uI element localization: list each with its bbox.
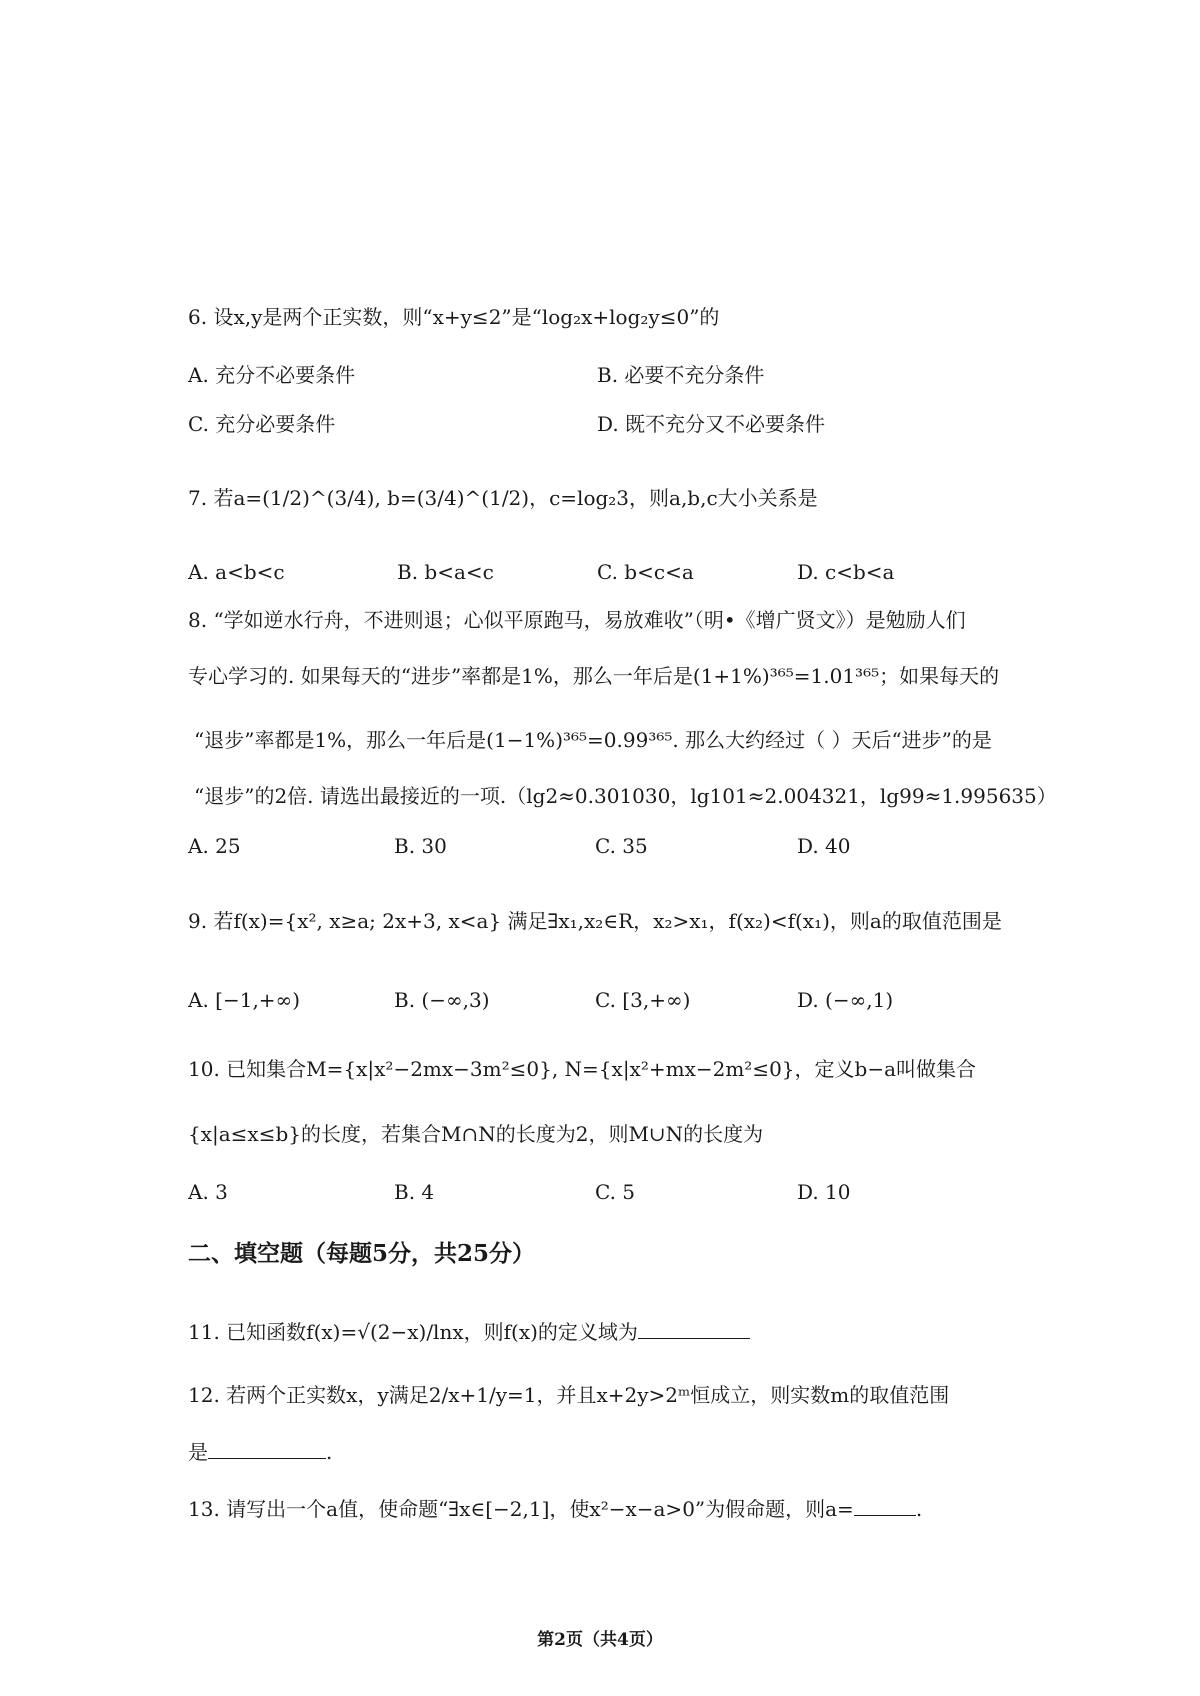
question-6-option-a[interactable]: A. 充分不必要条件	[188, 363, 356, 387]
question-13-end-period: .	[915, 1497, 923, 1521]
question-12-line-2	[0, 1432, 1200, 1472]
question-7-option-a[interactable]: A. a<b<c	[188, 560, 285, 584]
question-10-option-c[interactable]: C. 5	[595, 1180, 636, 1204]
question-11-stem: 11. 已知函数f(x)=√(2−x)/lnx，则f(x)的定义域为	[188, 1320, 638, 1344]
question-9-stem: 9. 若f(x)={x², x≥a; 2x+3, x<a} 满足∃x₁,x₂∈R，x₂>x₁，f(x₂)<f(x₁)，则a的取值范围是	[188, 909, 1002, 933]
question-11-answer-blank[interactable]	[638, 1316, 750, 1339]
question-12-row-2	[188, 1432, 332, 1472]
question-10-line-2	[0, 1114, 1200, 1154]
question-6-options-row-2	[0, 404, 1200, 444]
question-10-text-2: {x|a≤x≤b}的长度，若集合M∩N的长度为2，则M∪N的长度为	[188, 1122, 764, 1146]
question-10-option-b[interactable]: B. 4	[394, 1180, 435, 1204]
question-11	[0, 1312, 1200, 1352]
question-13-row	[188, 1489, 922, 1529]
question-8-option-b[interactable]: B. 30	[394, 834, 447, 858]
question-12-text-2: 是	[188, 1440, 208, 1464]
question-12-text-1: 12. 若两个正实数x，y满足2/x+1/y=1，并且x+2y>2ᵐ恒成立，则实数m的取值范围	[188, 1383, 950, 1407]
question-6-options-row-1	[0, 355, 1200, 395]
question-10-option-d[interactable]: D. 10	[797, 1180, 851, 1204]
question-6-option-b[interactable]: B. 必要不充分条件	[597, 363, 765, 387]
question-8-line-4	[0, 776, 1200, 816]
question-9-options	[0, 980, 1200, 1020]
question-9-option-b[interactable]: B. (−∞,3)	[394, 988, 490, 1012]
question-8-text-3: “退步”率都是1%，那么一年后是(1−1%)³⁶⁵=0.99³⁶⁵. 那么大约经过（ ）天后“进步”的是	[194, 728, 992, 752]
question-7-option-b[interactable]: B. b<a<c	[397, 560, 494, 584]
question-12-line-1	[0, 1375, 1200, 1415]
question-7-options	[0, 552, 1200, 592]
question-8-options	[0, 826, 1200, 866]
question-10-option-a[interactable]: A. 3	[188, 1180, 228, 1204]
question-7-option-d[interactable]: D. c<b<a	[797, 560, 895, 584]
question-10-text-1: 10. 已知集合M={x|x²−2mx−3m²≤0}, N={x|x²+mx−2m²≤0}，定义b−a叫做集合	[188, 1057, 977, 1081]
question-9-option-a[interactable]: A. [−1,+∞)	[188, 988, 301, 1012]
question-6	[0, 297, 1200, 337]
question-9-option-c[interactable]: C. [3,+∞)	[595, 988, 691, 1012]
question-11-row	[188, 1312, 750, 1352]
question-8-text-1: 8. “学如逆水行舟，不进则退；心似平原跑马，易放难收”（明•《增广贤文》）是勉励人们	[188, 608, 966, 632]
question-8-text-4: “退步”的2倍. 请选出最接近的一项.（lg2≈0.301030，lg101≈2.004321，lg99≈1.995635）	[194, 784, 1057, 808]
question-8-option-c[interactable]: C. 35	[595, 834, 648, 858]
question-10-options	[0, 1172, 1200, 1212]
question-8-line-1	[0, 600, 1200, 640]
question-8-line-3	[0, 720, 1200, 760]
question-13-stem: 13. 请写出一个a值，使命题“∃x∈[−2,1]，使x²−x−a>0”为假命题，则a=	[188, 1497, 854, 1521]
question-7	[0, 478, 1200, 518]
question-7-option-c[interactable]: C. b<c<a	[597, 560, 694, 584]
question-9-option-d[interactable]: D. (−∞,1)	[797, 988, 894, 1012]
question-12-answer-blank[interactable]	[208, 1436, 326, 1459]
question-13-answer-blank[interactable]	[854, 1493, 916, 1516]
question-13	[0, 1489, 1200, 1529]
question-8-text-2: 专心学习的. 如果每天的“进步”率都是1%，那么一年后是(1+1%)³⁶⁵=1.01³⁶⁵；如果每天的	[188, 664, 1000, 688]
question-6-option-c[interactable]: C. 充分必要条件	[188, 412, 336, 436]
question-9	[0, 901, 1200, 941]
question-7-stem: 7. 若a=(1/2)^(3/4), b=(3/4)^(1/2)，c=log₂3，则a,b,c大小关系是	[188, 486, 818, 510]
question-6-option-d[interactable]: D. 既不充分又不必要条件	[597, 412, 826, 436]
question-6-stem: 6. 设x,y是两个正实数，则“x+y≤2”是“log₂x+log₂y≤0”的	[188, 305, 720, 329]
section-2-heading: 二、填空题（每题5分，共25分）	[188, 1240, 536, 1267]
page-footer: 第2页（共4页）	[537, 1630, 663, 1650]
question-12-end-period: .	[326, 1440, 333, 1464]
question-10-line-1	[0, 1049, 1200, 1089]
question-8-line-2	[0, 656, 1200, 696]
question-8-option-a[interactable]: A. 25	[188, 834, 241, 858]
question-8-option-d[interactable]: D. 40	[797, 834, 851, 858]
